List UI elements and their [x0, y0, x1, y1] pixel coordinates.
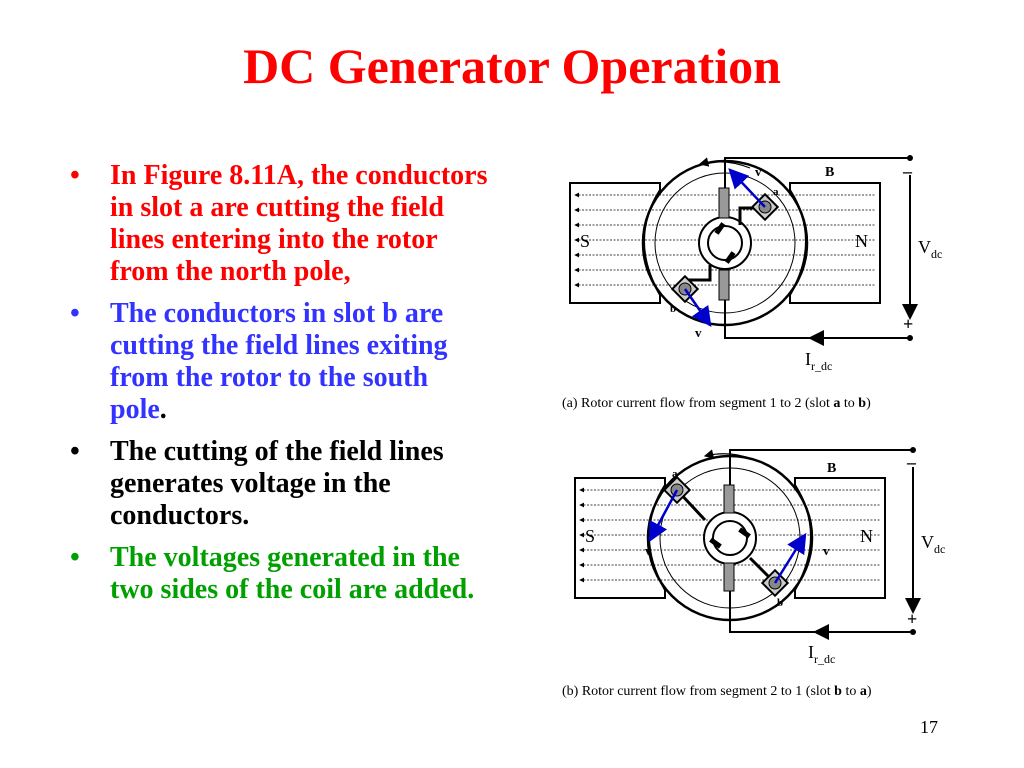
- bullet-text: In Figure 8.11A, the conductors in slot a are cutting the field lines entering into the rotor from the north pole,: [110, 160, 488, 287]
- bullet-dot-icon: •: [70, 160, 80, 191]
- label-a: a: [672, 468, 678, 480]
- bullet-text-period: .: [159, 394, 167, 425]
- figure-a-caption: (a) Rotor current flow from segment 1 to 2 (slot a to b): [562, 396, 871, 411]
- bullet-text: The conductors in slot b are cutting the field lines exiting from the rotor to the south pole: [110, 298, 448, 425]
- label-s: S: [580, 231, 591, 251]
- bullet-text: The cutting of the field lines generates voltage in the conductors.: [110, 436, 444, 531]
- label-plus: +: [907, 609, 918, 629]
- bullet-item: [70, 160, 490, 288]
- label-n: N: [855, 231, 868, 251]
- bullet-dot-icon: •: [70, 542, 80, 573]
- bullet-item: [70, 436, 490, 532]
- brush-top: [719, 188, 729, 218]
- bullet-dot-icon: •: [70, 298, 80, 329]
- label-b: B: [827, 461, 837, 476]
- bullet-text: The voltages generated in the two sides of the coil are added.: [110, 542, 475, 605]
- label-s: S: [585, 526, 596, 546]
- label-ir-dc: $I_{r\_dc}$: [808, 642, 836, 666]
- label-v-top: v: [755, 164, 762, 179]
- label-plus: +: [903, 314, 914, 334]
- brush-bottom: [719, 270, 729, 300]
- bullet-item: [70, 298, 490, 426]
- label-minus: –: [903, 161, 912, 181]
- label-v-right: v: [823, 543, 830, 558]
- label-a: a: [773, 186, 779, 198]
- label-ir-dc: $I_{r\_dc}$: [805, 349, 833, 373]
- label-b: B: [825, 165, 835, 180]
- velocity-arrow-icon: [775, 535, 805, 583]
- label-n: N: [860, 526, 873, 546]
- label-b-slot: b: [670, 303, 677, 315]
- figure-a: [560, 150, 960, 390]
- bullet-list: [70, 160, 490, 616]
- slide-title: DC Generator Operation: [243, 38, 781, 94]
- label-v-left: v: [645, 543, 652, 558]
- label-minus: –: [907, 452, 916, 472]
- brush-top: [724, 485, 734, 513]
- bullet-item: [70, 542, 490, 606]
- label-v-bottom: v: [695, 325, 702, 340]
- label-vdc: $V_{dc}$: [921, 532, 946, 556]
- figure-b: [565, 440, 965, 680]
- label-b-slot: b: [777, 597, 784, 609]
- bullet-dot-icon: •: [70, 436, 80, 467]
- page-number: 17: [920, 717, 938, 737]
- label-vdc: $V_{dc}$: [918, 237, 943, 261]
- figure-b-caption: (b) Rotor current flow from segment 2 to 1 (slot b to a): [562, 684, 872, 699]
- brush-bottom: [724, 563, 734, 591]
